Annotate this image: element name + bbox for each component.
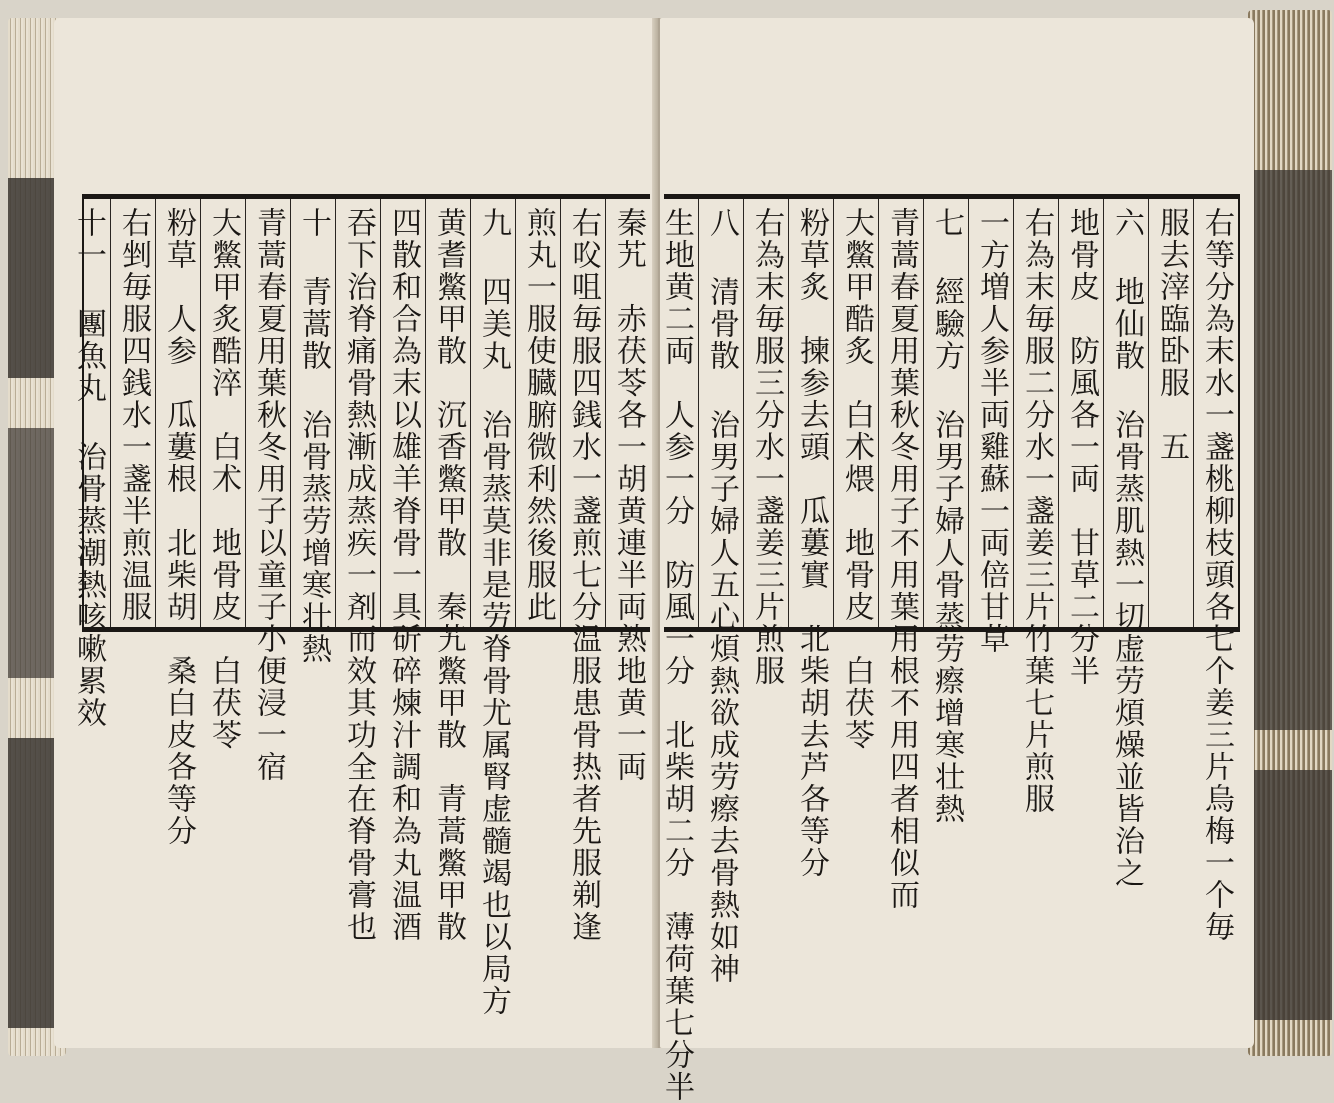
right-page-edges bbox=[1248, 10, 1332, 1056]
left-page-column: 黄耆鱉甲散 沉香鱉甲散 秦艽鱉甲散 青蒿鱉甲散 bbox=[425, 199, 470, 627]
left-page-column: 吞下治脊痛骨熱漸成蒸疾一剤而效其功全在脊骨膏也 bbox=[335, 199, 380, 627]
right-page-column: 粉草炙 揀参去頭 瓜蔞實 北柴胡去芦各等分 bbox=[788, 199, 833, 627]
left-page-column: 十 青蒿散 治骨蒸劳增寒壮熱 bbox=[290, 199, 335, 627]
right-page-column: 右為末毎服三分水一盞姜三片煎服 bbox=[743, 199, 788, 627]
left-page bbox=[54, 18, 658, 1048]
left-page-column: 右剉毎服四銭水一盞半煎温服 bbox=[110, 199, 155, 627]
right-page-column: 右為末毎服二分水一盞姜三片竹葉七片煎服 bbox=[1013, 199, 1058, 627]
left-page-column: 秦艽 赤茯苓各一胡黄連半両熟地黄一両 bbox=[605, 199, 650, 627]
left-page-column: 青蒿春夏用葉秋冬用子以童子小便浸一宿 bbox=[245, 199, 290, 627]
right-page-column: 青蒿春夏用葉秋冬用子不用葉用根不用四者相似而 bbox=[878, 199, 923, 627]
right-page bbox=[659, 18, 1254, 1103]
left-page-column: 九 四美丸 治骨蒸莫非是劳脊骨尤属腎虚髓竭也以局方 bbox=[470, 199, 515, 627]
left-page-column: 煎丸一服使臓腑微利然後服此 bbox=[515, 199, 560, 627]
left-text-frame bbox=[71, 194, 650, 1017]
right-page-column: 六 地仙散 治骨蒸肌熱一切虚劳煩燥並皆治之 bbox=[1103, 199, 1148, 627]
right-page-column: 八 清骨散 治男子婦人五心煩熱欲成劳瘵去骨熱如神 bbox=[698, 199, 743, 627]
right-page-column: 生地黄二両 人参一分 防風一分 北柴胡二分 薄荷葉七分半 bbox=[659, 207, 694, 1103]
right-page-column: 服去滓臨卧服 五 bbox=[1148, 199, 1193, 627]
right-page-column: 地骨皮 防風各一両 甘草二分半 bbox=[1058, 199, 1103, 627]
right-page-column: 七 經驗方 治男子婦人骨蒸劳瘵增寒壮熱 bbox=[923, 199, 968, 627]
left-page-column: 四散和合為末以雄羊脊骨一具斫碎煉汁調和為丸温酒 bbox=[380, 199, 425, 627]
right-text-frame bbox=[659, 194, 1240, 1103]
right-page-column: 一方増人参半両雞蘇一両倍甘草 bbox=[968, 199, 1013, 627]
left-page-column: 十一 團魚丸 治骨蒸潮熱咳嗽累效 bbox=[71, 207, 106, 729]
right-page-column: 右等分為末水一盞桃柳枝頭各七个姜三片烏梅一个毎 bbox=[1193, 199, 1238, 627]
left-page-column: 右㕮咀毎服四銭水一盞煎七分温服患骨热者先服剃逢 bbox=[560, 199, 605, 627]
left-page-column: 粉草 人参 瓜蔞根 北柴胡 桑白皮各等分 bbox=[155, 199, 200, 627]
left-page-column: 大鱉甲炙酷淬 白术 地骨皮 白茯苓 bbox=[200, 199, 245, 627]
right-page-column: 大鱉甲酷炙 白术煨 地骨皮 白茯苓 bbox=[833, 199, 878, 627]
